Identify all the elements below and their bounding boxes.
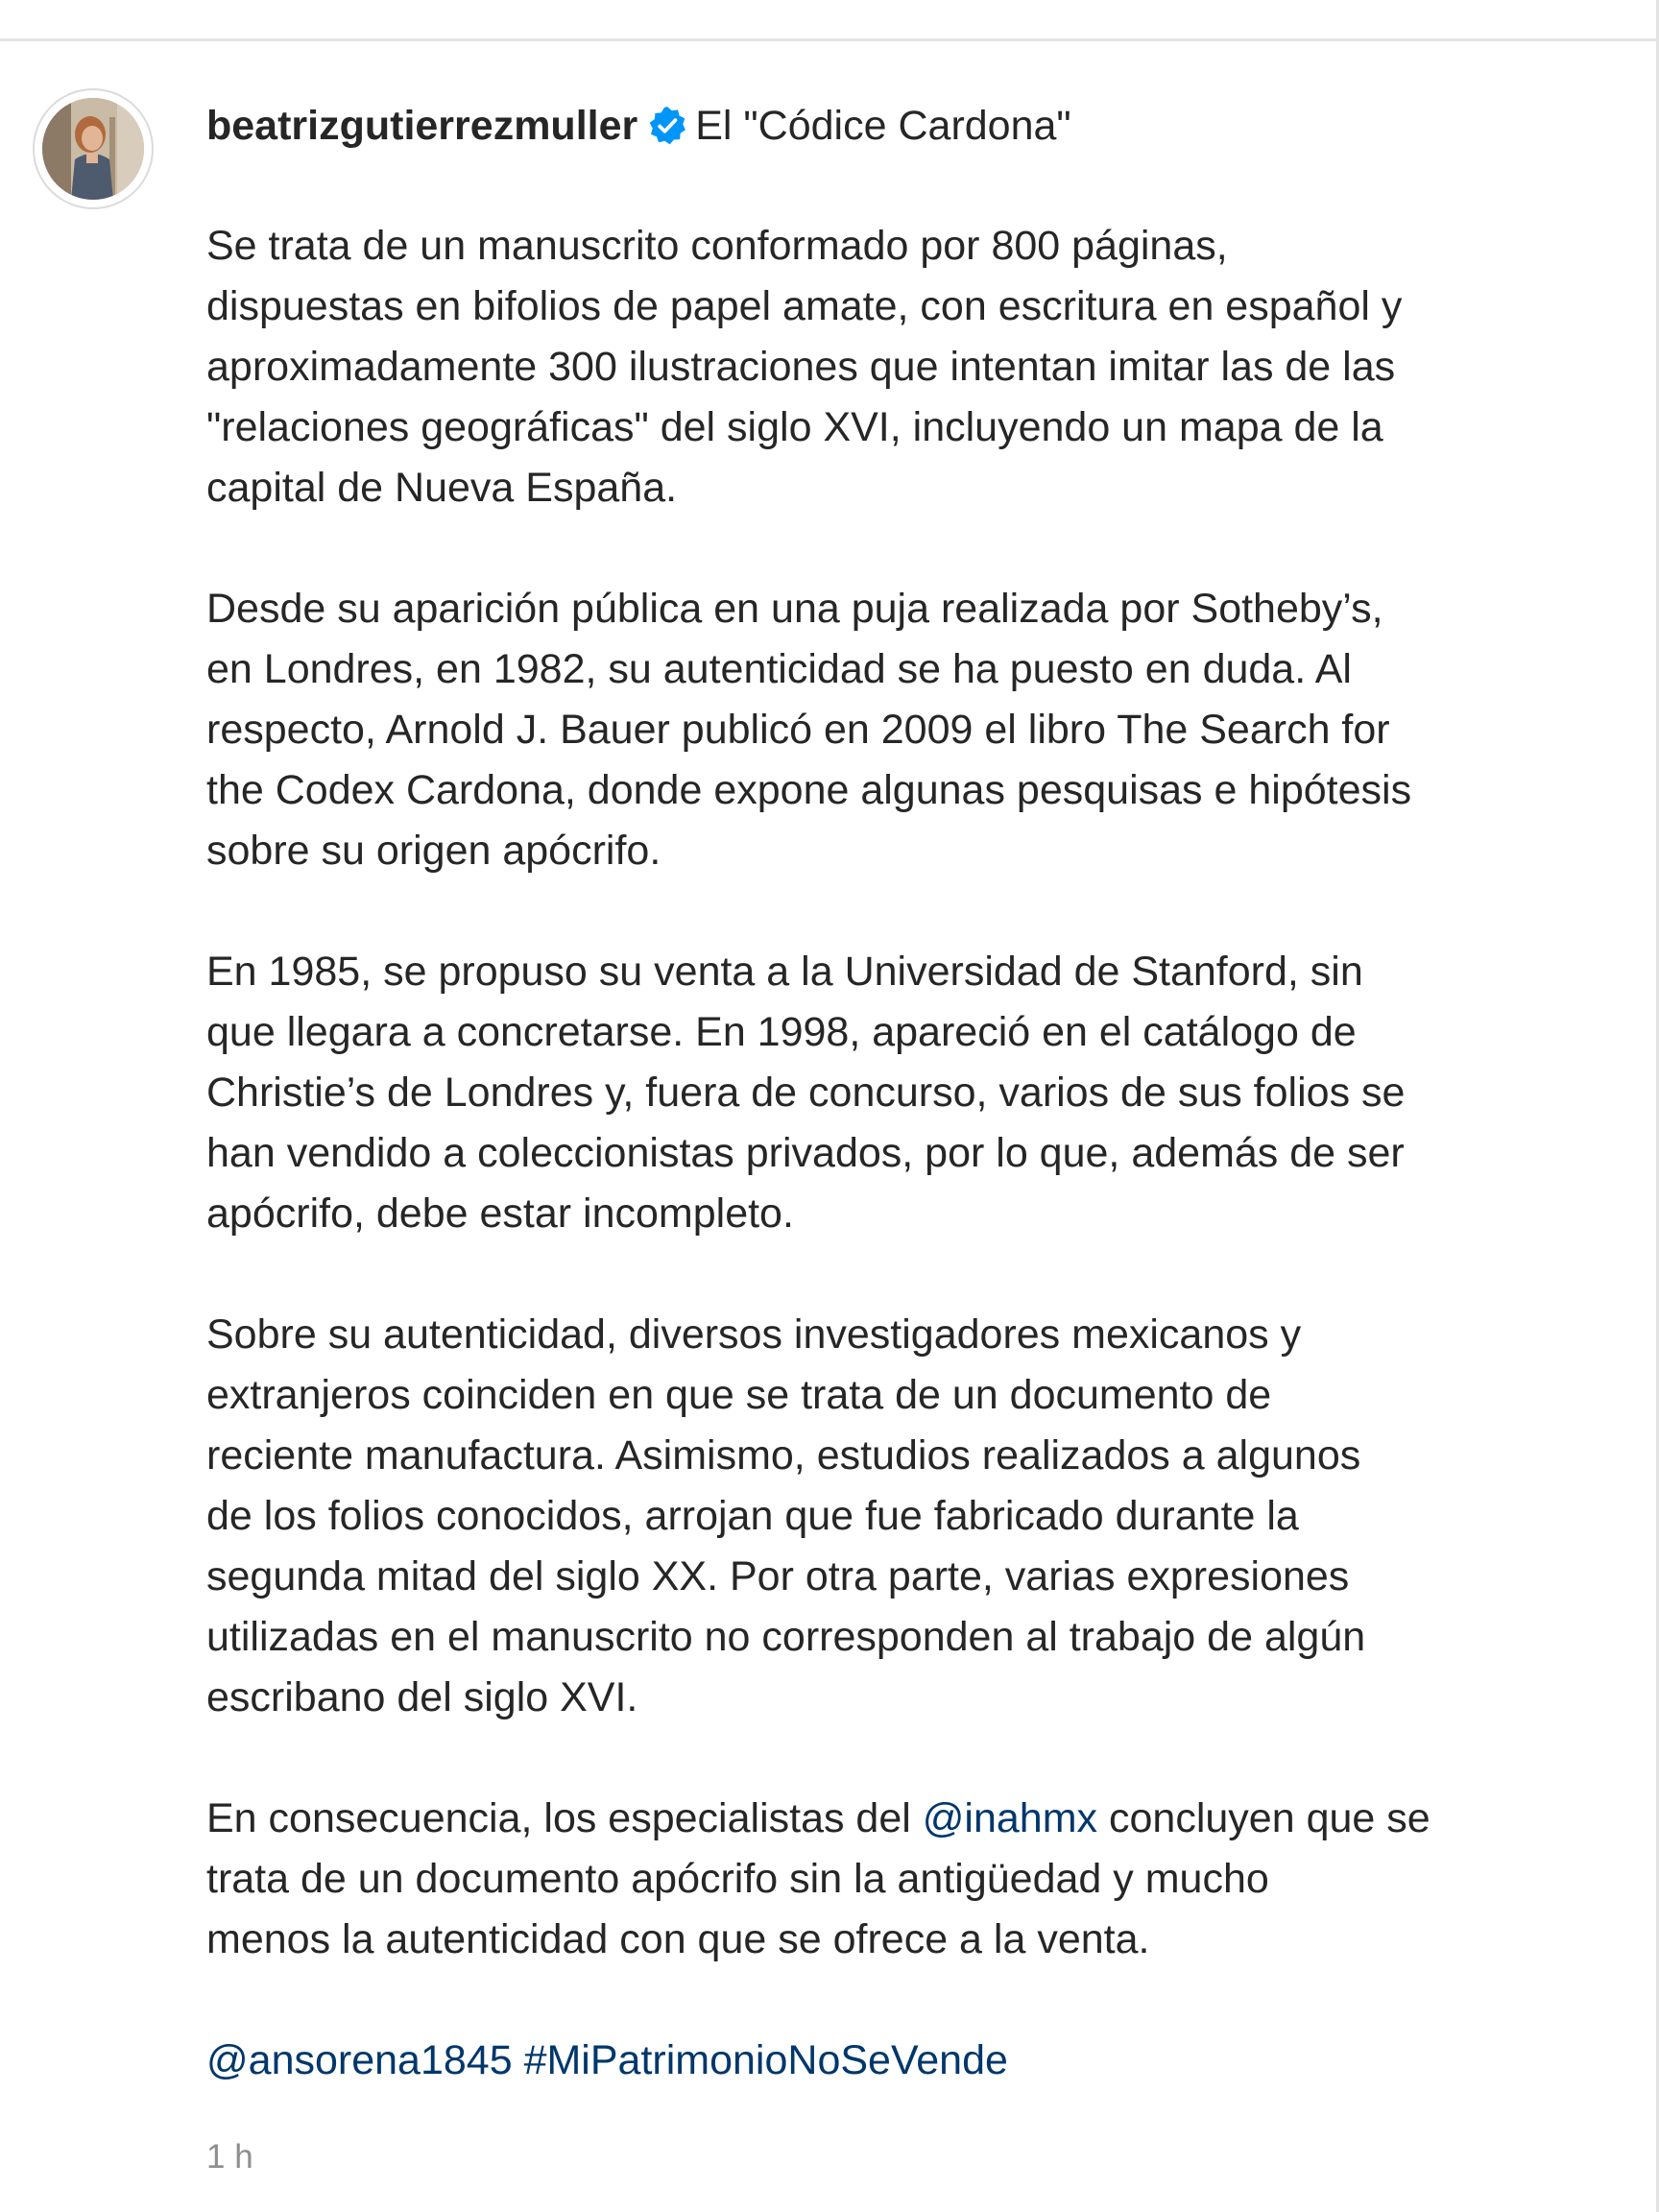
paragraph-3 xyxy=(206,942,1551,1244)
hashtag-link[interactable]: #MiPatrimonioNoSeVende xyxy=(523,2037,1008,2083)
caption-header xyxy=(206,96,1551,156)
post-title: El "Códice Cardona" xyxy=(695,103,1071,149)
avatar-image xyxy=(42,98,144,200)
text-line: reciente manufactura. Asimismo, estudios realizados a algunos xyxy=(206,1432,1361,1479)
avatar[interactable] xyxy=(33,88,154,209)
text-line: capital de Nueva España. xyxy=(206,465,678,511)
text-line: aproximadamente 300 ilustraciones que intentan imitar las de las xyxy=(206,344,1396,390)
tags-line xyxy=(206,2031,1551,2091)
mention-inahmx-link[interactable]: @inahmx xyxy=(922,1795,1098,1841)
text-line: Desde su aparición pública en una puja realizada por Sotheby’s, xyxy=(206,586,1383,632)
text-line: segunda mitad del siglo XX. Por otra parte, varias expresiones xyxy=(206,1553,1350,1599)
text-line: que llegara a concretarse. En 1998, apareció en el catálogo de xyxy=(206,1009,1357,1055)
text-segment: concluyen que se xyxy=(1097,1795,1431,1841)
text-line: apócrifo, debe estar incompleto. xyxy=(206,1190,794,1237)
text-line: respecto, Arnold J. Bauer publicó en 2009 el libro The Search for xyxy=(206,707,1390,753)
text-line: escribano del siglo XVI. xyxy=(206,1674,638,1720)
avatar-photo-icon xyxy=(42,98,144,200)
text-line xyxy=(206,2031,1551,2091)
post-timestamp[interactable]: 1 h xyxy=(206,2138,253,2176)
text-line: sobre su origen apócrifo. xyxy=(206,828,661,874)
text-line: menos la autenticidad con que se ofrece a la venta. xyxy=(206,1916,1150,1962)
text-line: Christie’s de Londres y, fuera de concurso, varios de sus folios se xyxy=(206,1070,1406,1116)
text-line: En 1985, se propuso su venta a la Universidad de Stanford, sin xyxy=(206,949,1363,995)
paragraph-4 xyxy=(206,1305,1551,1728)
paragraph-2 xyxy=(206,579,1551,881)
text-line: the Codex Cardona, donde expone algunas pesquisas e hipótesis xyxy=(206,767,1412,813)
post-caption xyxy=(206,96,1551,2152)
paragraph-1 xyxy=(206,216,1551,518)
text-line: dispuestas en bifolios de papel amate, con escritura en español y xyxy=(206,283,1403,329)
text-line: han vendido a coleccionistas privados, por lo que, además de ser xyxy=(206,1130,1405,1176)
text-line: extranjeros coinciden en que se trata de un documento de xyxy=(206,1372,1272,1418)
verified-badge-icon xyxy=(647,106,687,146)
text-line: utilizadas en el manuscrito no corresponden al trabajo de algún xyxy=(206,1614,1366,1660)
text-line: de los folios conocidos, arrojan que fue fabricado durante la xyxy=(206,1493,1299,1539)
mention-ansorena1845-link[interactable]: @ansorena1845 xyxy=(206,2037,513,2083)
text-line: "relaciones geográficas" del siglo XVI, incluyendo un mapa de la xyxy=(206,404,1383,450)
text-line: en Londres, en 1982, su autenticidad se ha puesto en duda. Al xyxy=(206,646,1352,692)
text-segment: En consecuencia, los especialistas del xyxy=(206,1795,923,1841)
top-divider xyxy=(0,38,1659,41)
text-line: trata de un documento apócrifo sin la antigüedad y mucho xyxy=(206,1856,1269,1902)
text-line: Se trata de un manuscrito conformado por 800 páginas, xyxy=(206,223,1228,269)
paragraph-conclusion xyxy=(206,1789,1551,1970)
text-line xyxy=(206,1789,1551,1849)
username-link[interactable]: beatrizgutierrezmuller xyxy=(206,103,638,149)
text-line: Sobre su autenticidad, diversos investigadores mexicanos y xyxy=(206,1311,1302,1358)
